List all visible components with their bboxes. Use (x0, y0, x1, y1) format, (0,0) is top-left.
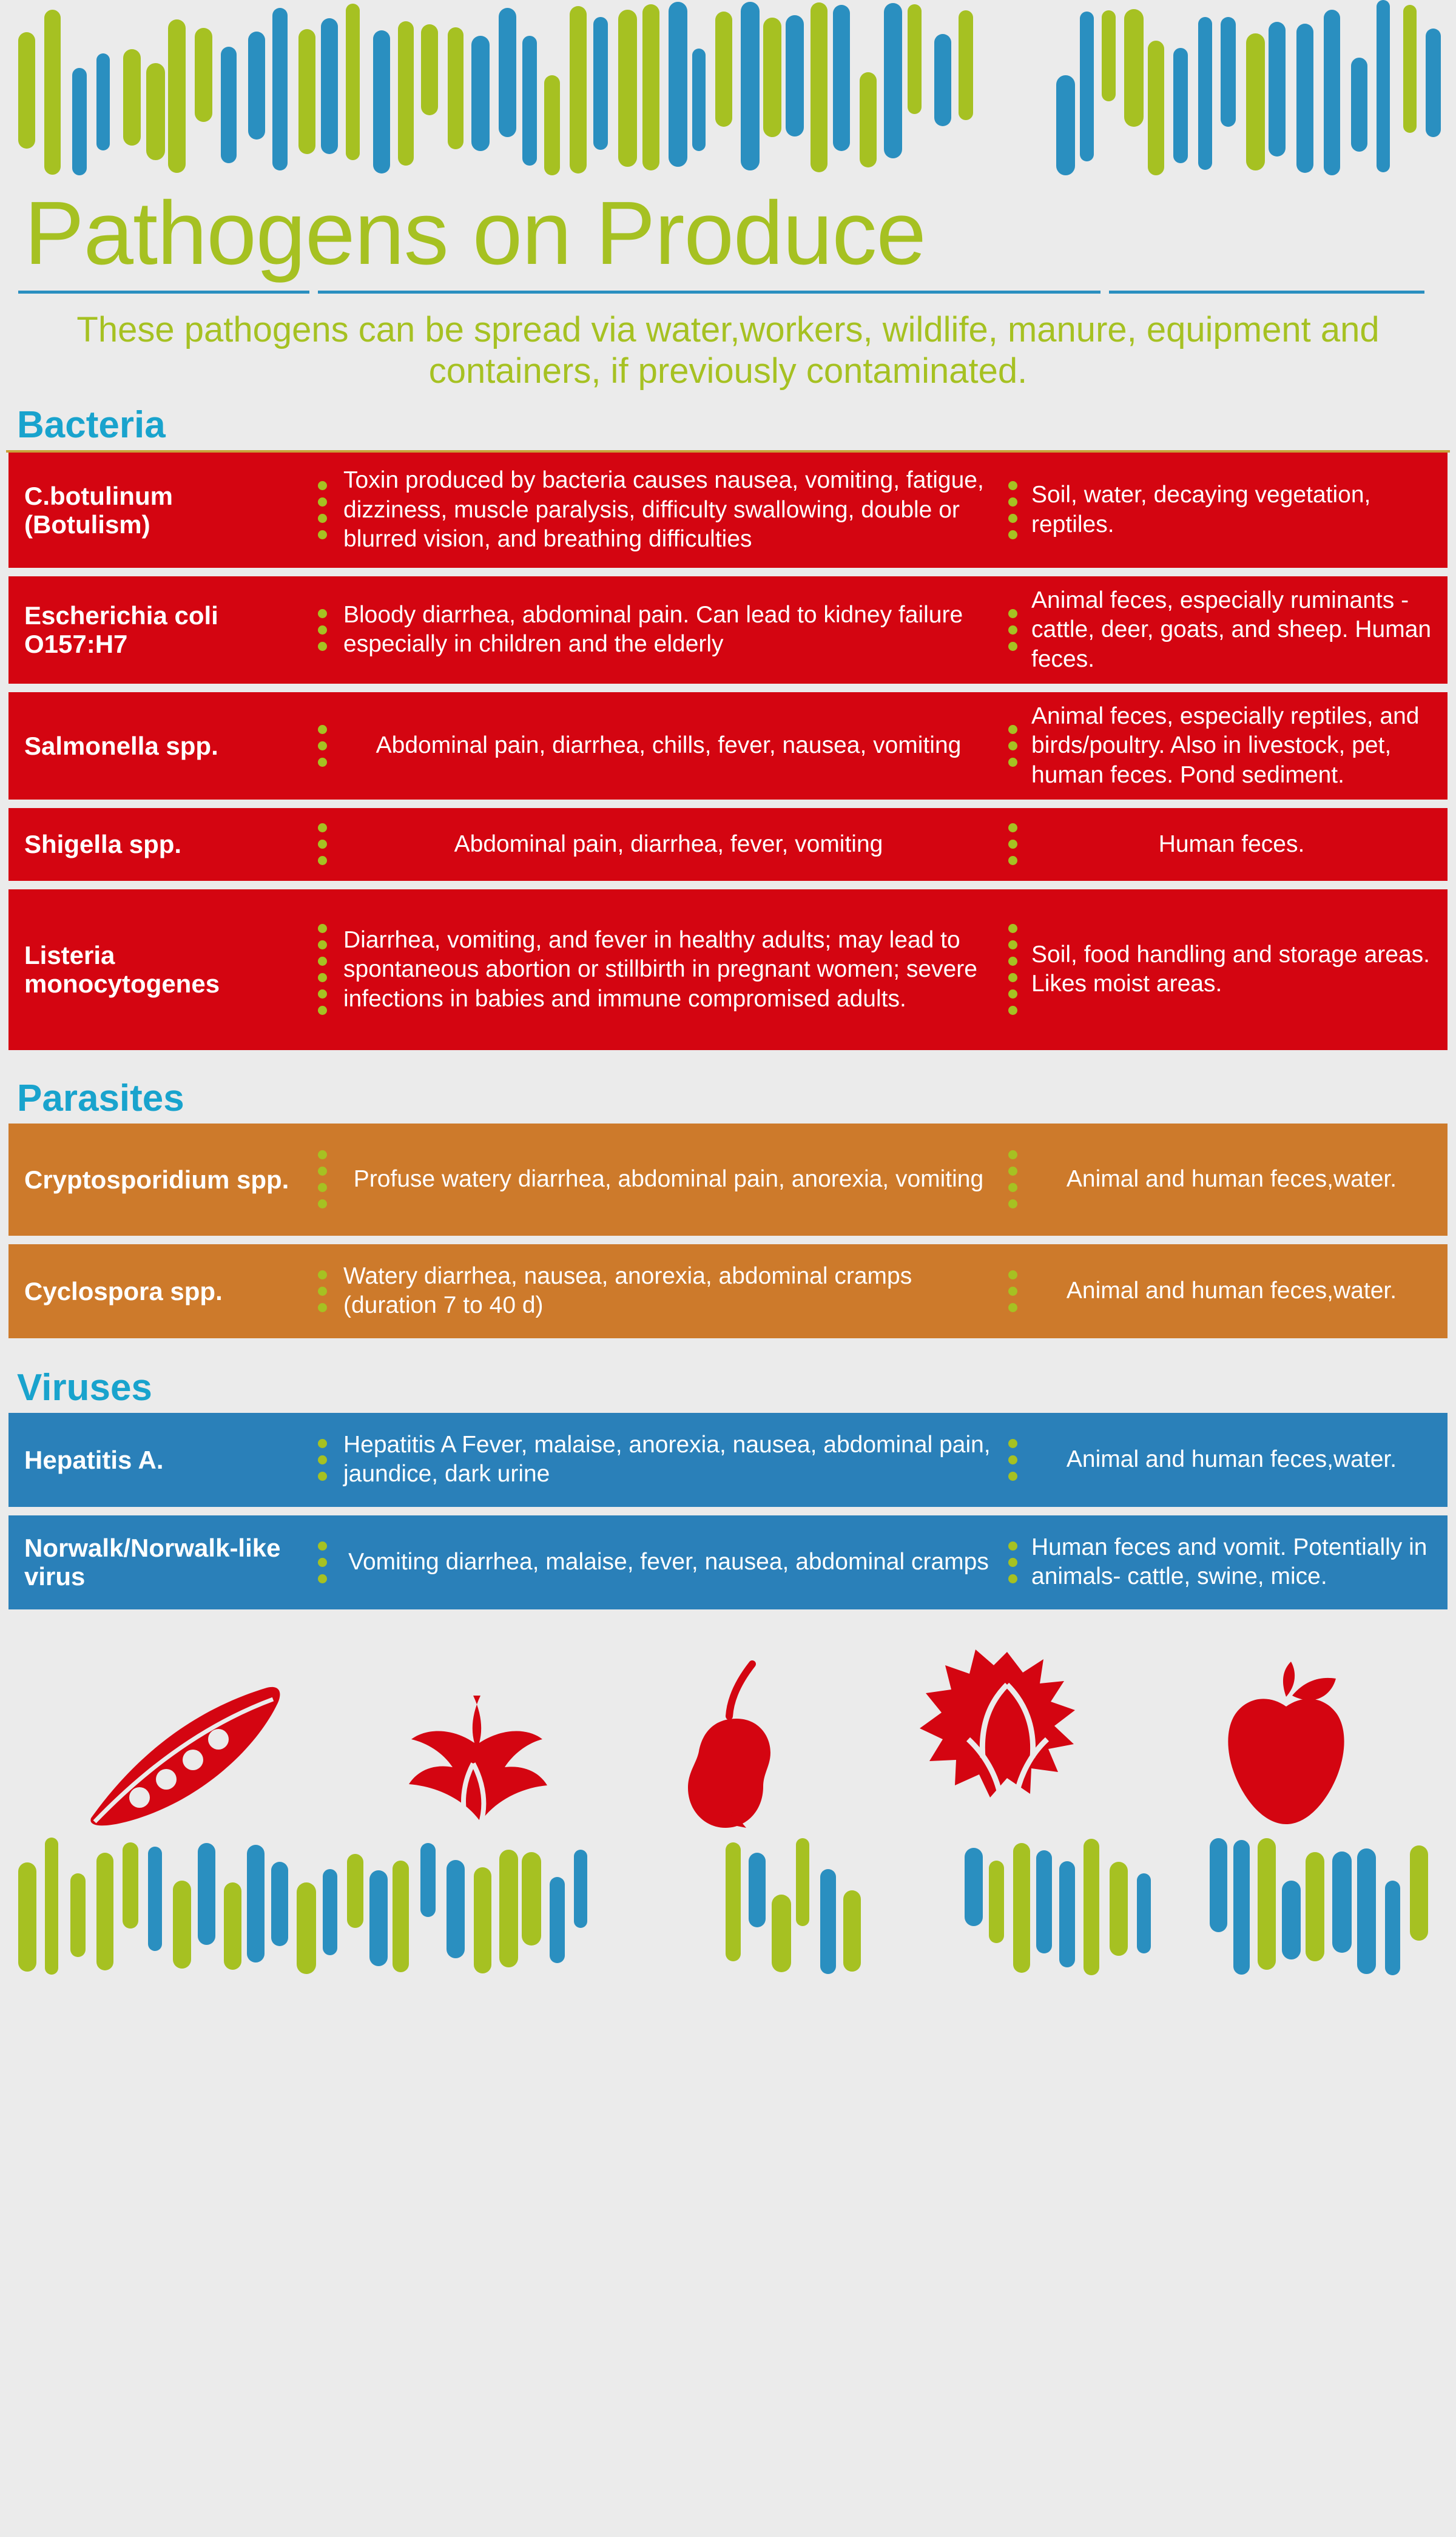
pathogen-name: Escherichia coli O157:H7 (24, 601, 218, 659)
table-row (8, 889, 1448, 1050)
rule-segment-3 (1109, 291, 1424, 294)
source-cell: Animal and human feces,water. (1066, 1166, 1397, 1193)
apple-icon (1201, 1660, 1371, 1830)
viruses-table (0, 1413, 1456, 1609)
dot-separator-right (1002, 808, 1023, 881)
table-row (8, 576, 1448, 684)
pathogen-name: Salmonella spp. (24, 731, 218, 760)
pathogen-name: Shigella spp. (24, 830, 182, 859)
symptoms-cell: Hepatitis A Fever, malaise, anorexia, nausea, abdominal pain, jaundice, dark urine (343, 1432, 991, 1487)
page-subtitle: These pathogens can be spread via water,workers, wildlife, manure, equipment and containers, if previously contaminated. (76, 309, 1380, 391)
symptoms-cell: Abdominal pain, diarrhea, chills, fever, nausea, vomiting (376, 732, 962, 759)
source-cell: Animal and human feces,water. (1066, 1446, 1397, 1473)
dot-separator-right (1002, 1413, 1023, 1507)
dot-separator-right (1002, 453, 1023, 568)
dot-separator-left (312, 692, 332, 800)
bottom-decorative-barcode (0, 1836, 1456, 1982)
source-cell: Soil, water, decaying vegetation, reptiles. (1031, 482, 1371, 537)
top-decorative-barcode (0, 0, 1456, 182)
source-cell: Human feces. (1158, 831, 1305, 857)
title-block (0, 182, 1456, 393)
pathogen-name: Hepatitis A. (24, 1445, 164, 1474)
dot-separator-right (1002, 1124, 1023, 1236)
section-heading-parasites: Parasites (17, 1077, 184, 1119)
pathogen-name: Cyclospora spp. (24, 1276, 223, 1306)
dot-separator-left (312, 808, 332, 881)
symptoms-cell: Abdominal pain, diarrhea, fever, vomiting (454, 831, 883, 857)
table-row (8, 1413, 1448, 1507)
pathogen-name: C.botulinum (Botulism) (24, 481, 173, 539)
table-row (8, 1244, 1448, 1338)
table-row (8, 1124, 1448, 1236)
source-cell: Animal feces, especially reptiles, and birds/poultry. Also in livestock, pet, human feces. Pond sediment. (1031, 702, 1420, 788)
table-row (8, 1515, 1448, 1609)
dot-separator-left (312, 1413, 332, 1507)
dot-separator-left (312, 453, 332, 568)
table-row (8, 808, 1448, 881)
dot-separator-right (1002, 1244, 1023, 1338)
section-heading-viruses: Viruses (17, 1366, 152, 1409)
symptoms-cell: Diarrhea, vomiting, and fever in healthy adults; may lead to spontaneous abortion or stillbirth in pregnant women; severe infections in babies and immune compromised adults. (343, 926, 977, 1012)
dot-separator-right (1002, 576, 1023, 684)
lettuce-icon (910, 1648, 1104, 1830)
bacteria-table (0, 453, 1456, 1050)
symptoms-cell: Bloody diarrhea, abdominal pain. Can lead to kidney failure especially in children and the elderly (343, 602, 963, 658)
rule-segment-2 (318, 291, 1100, 294)
source-cell: Animal feces, especially ruminants - cattle, deer, goats, and sheep. Human feces. (1031, 587, 1432, 672)
pathogen-name: Cryptosporidium spp. (24, 1165, 289, 1194)
pea-pod-icon (85, 1679, 285, 1830)
dot-separator-left (312, 889, 332, 1050)
pathogen-name: Listeria monocytogenes (24, 941, 220, 999)
source-cell: Human feces and vomit. Potentially in animals- cattle, swine, mice. (1031, 1534, 1427, 1590)
page-title: Pathogens on Produce (24, 183, 926, 283)
table-row (8, 453, 1448, 568)
parasites-table (0, 1124, 1456, 1338)
symptoms-cell: Profuse watery diarrhea, abdominal pain, anorexia, vomiting (353, 1166, 984, 1193)
symptoms-cell: Watery diarrhea, nausea, anorexia, abdominal cramps (duration 7 to 40 d) (343, 1263, 912, 1319)
dot-separator-left (312, 1515, 332, 1609)
dot-separator-left (312, 1124, 332, 1236)
source-cell: Soil, food handling and storage areas. Likes moist areas. (1031, 942, 1430, 997)
symptoms-cell: Vomiting diarrhea, malaise, fever, nausea, abdominal cramps (348, 1549, 989, 1575)
rule-segment-1 (18, 291, 309, 294)
section-heading-bacteria: Bacteria (17, 403, 166, 446)
dot-separator-left (312, 1244, 332, 1338)
dot-separator-right (1002, 692, 1023, 800)
pear-icon (661, 1660, 813, 1830)
dot-separator-right (1002, 889, 1023, 1050)
garlic-icon (382, 1691, 564, 1830)
symptoms-cell: Toxin produced by bacteria causes nausea, vomiting, fatigue, dizziness, muscle paralysis, difficulty swallowing, double or blurred vision, and breathing difficulties (343, 467, 984, 552)
table-row (8, 692, 1448, 800)
pathogen-name: Norwalk/Norwalk-like virus (24, 1534, 281, 1591)
produce-illustrations (0, 1618, 1456, 1836)
source-cell: Animal and human feces,water. (1066, 1278, 1397, 1304)
dot-separator-right (1002, 1515, 1023, 1609)
dot-separator-left (312, 576, 332, 684)
